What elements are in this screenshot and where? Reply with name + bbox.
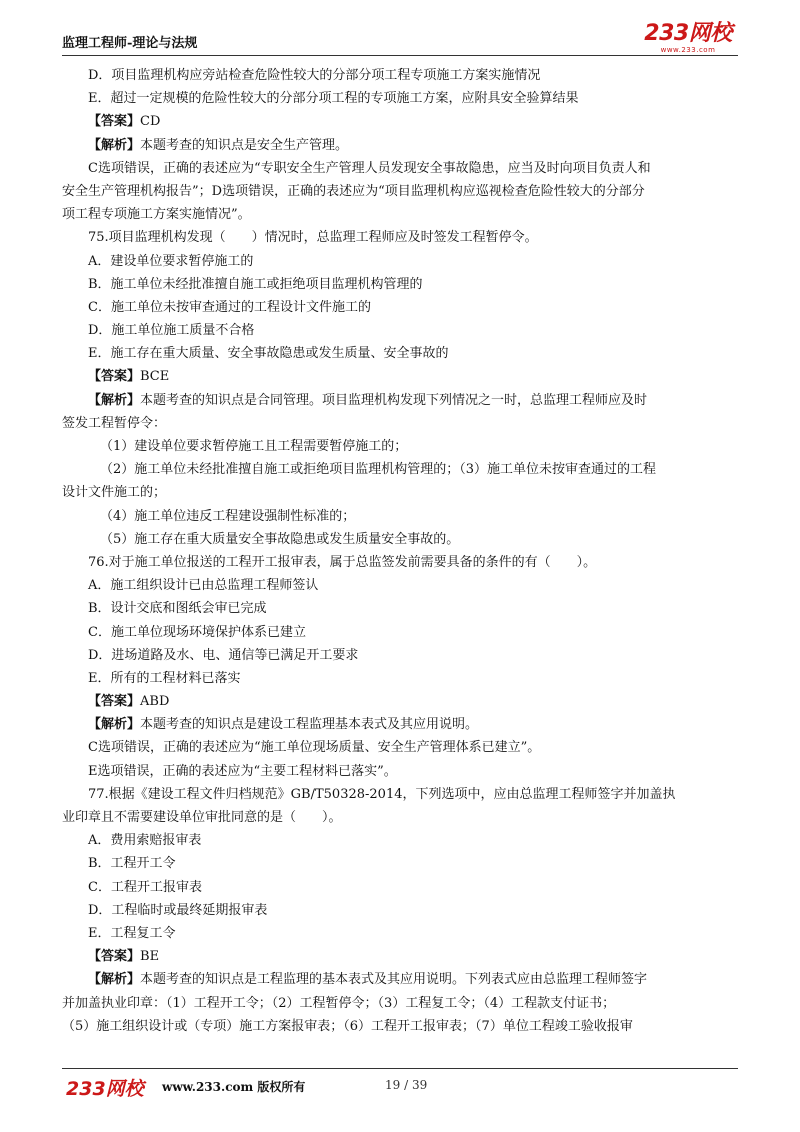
line-text: E．工程复工令: [88, 925, 176, 941]
text-line: [62, 64, 738, 87]
line-label: 【答案】: [88, 369, 141, 385]
text-line: [62, 134, 738, 157]
line-text: B．工程开工令: [88, 856, 176, 872]
line-text: C．工程开工报审表: [88, 879, 202, 895]
text-line: [62, 852, 738, 875]
text-line: [62, 736, 738, 759]
text-line: [62, 157, 738, 180]
line-text: （5）施工存在重大质量安全事故隐患或发生质量安全事故的。: [100, 531, 460, 547]
footer-copyright: www.233.com 版权所有: [162, 1080, 306, 1094]
text-line: [62, 899, 738, 922]
line-text: D．施工单位施工质量不合格: [88, 323, 255, 339]
text-line: [62, 551, 738, 574]
line-text: （1）建设单位要求暂停施工且工程需要暂停施工的；: [100, 439, 408, 454]
line-text: 安全生产管理机构报告”；D选项错误，正确的表述应为“项目监理机构应巡视检查危险性较大的分部分: [62, 183, 645, 199]
line-text: C选项错误，正确的表述应为“施工单位现场质量、安全生产管理体系已建立”。: [88, 740, 541, 756]
text-line: [62, 806, 738, 829]
text-line: [62, 319, 738, 342]
text-line: [62, 968, 738, 991]
text-line: [62, 876, 738, 899]
line-text: C．施工单位现场环境保护体系已建立: [88, 624, 306, 640]
line-text: ABD: [140, 694, 170, 710]
text-line: [62, 992, 738, 1015]
line-text: 本题考查的知识点是工程监理的基本表式及其应用说明。下列表式应由总监理工程师签字: [140, 972, 648, 988]
text-line: [62, 481, 738, 504]
text-line: [62, 528, 738, 551]
line-text: BCE: [140, 369, 170, 385]
text-line: [62, 621, 738, 644]
line-text: 项工程专项施工方案实施情况”。: [62, 207, 251, 223]
text-line: [62, 505, 738, 528]
line-text: 业印章且不需要建设单位审批同意的是（ ）。: [62, 810, 342, 825]
line-text: C选项错误，正确的表述应为“专职安全生产管理人员发现安全事故隐患，应当及时向项目负责人和: [88, 160, 651, 176]
line-text: 签发工程暂停令：: [62, 415, 167, 431]
line-text: 75.项目监理机构发现（ ）情况时，总监理工程师应及时签发工程暂停令。: [88, 230, 538, 246]
text-line: [62, 273, 738, 296]
line-text: D．工程临时或最终延期报审表: [88, 902, 268, 918]
line-label: 【解析】: [88, 137, 141, 153]
text-line: [62, 87, 738, 110]
line-label: 【答案】: [88, 694, 141, 710]
text-line: [62, 713, 738, 736]
text-line: [62, 458, 738, 481]
text-line: [62, 342, 738, 365]
line-text: CD: [140, 114, 161, 130]
brand-logo-url: www.233.com: [660, 46, 716, 54]
header-divider: [62, 55, 738, 56]
line-text: E．施工存在重大质量、安全事故隐患或发生质量、安全事故的: [88, 346, 449, 362]
page-number: 19 / 39: [385, 1078, 428, 1092]
text-line: [62, 412, 738, 435]
line-text: 76.对于施工单位报送的工程开工报审表，属于总监签发前需要具备的条件的有（ ）。: [88, 554, 597, 570]
text-line: [62, 226, 738, 249]
text-line: [62, 296, 738, 319]
document-body: [62, 64, 738, 1038]
text-line: [62, 389, 738, 412]
line-text: 并加盖执业印章：（1）工程开工令；（2）工程暂停令；（3）工程复工令；（4）工程款支付证书；: [62, 995, 616, 1011]
line-text: 本题考查的知识点是建设工程监理基本表式及其应用说明。: [140, 717, 479, 733]
text-line: [62, 435, 738, 458]
line-text: E．所有的工程材料已落实: [88, 670, 241, 686]
line-label: 【解析】: [88, 717, 141, 733]
line-label: 【解析】: [88, 972, 141, 988]
footer-divider: [62, 1068, 738, 1069]
line-text: （5）施工组织设计或（专项）施工方案报审表；（6）工程开工报审表；（7）单位工程竣工验收报审: [62, 1018, 633, 1034]
text-line: [62, 203, 738, 226]
text-line: [62, 829, 738, 852]
line-text: （2）施工单位未经批准擅自施工或拒绝项目监理机构管理的；（3）施工单位未按审查通过的工程: [100, 462, 657, 478]
line-text: 设计文件施工的；: [62, 485, 167, 501]
text-line: [62, 760, 738, 783]
text-line: [62, 783, 738, 806]
text-line: [62, 690, 738, 713]
line-text: BE: [140, 949, 160, 965]
line-text: B．施工单位未经批准擅自施工或拒绝项目监理机构管理的: [88, 276, 423, 292]
text-line: [62, 1015, 738, 1038]
line-text: 77.根据《建设工程文件归档规范》GB/T50328-2014，下列选项中，应由总监理工程师签字并加盖执: [88, 786, 676, 802]
line-text: B．设计交底和图纸会审已完成: [88, 601, 267, 617]
line-text: 本题考查的知识点是合同管理。项目监理机构发现下列情况之一时，总监理工程师应及时: [140, 392, 648, 408]
line-text: A．施工组织设计已由总监理工程师签认: [88, 578, 319, 594]
brand-logo: [638, 22, 738, 54]
text-line: [62, 667, 738, 690]
text-line: [62, 945, 738, 968]
text-line: [62, 110, 738, 133]
text-line: [62, 250, 738, 273]
line-text: 本题考查的知识点是安全生产管理。: [140, 137, 349, 153]
text-line: [62, 644, 738, 667]
line-label: 【答案】: [88, 114, 141, 130]
document-header-title: 监理工程师-理论与法规: [62, 36, 198, 51]
line-label: 【答案】: [88, 949, 141, 965]
text-line: [62, 574, 738, 597]
text-line: [62, 597, 738, 620]
text-line: [62, 365, 738, 388]
text-line: [62, 922, 738, 945]
line-text: A．费用索赔报审表: [88, 833, 202, 849]
line-label: 【解析】: [88, 392, 141, 408]
line-text: E．超过一定规模的危险性较大的分部分项工程的专项施工方案，应附具安全验算结果: [88, 91, 579, 107]
line-text: A．建设单位要求暂停施工的: [88, 253, 254, 269]
brand-logo-text: 233网校: [644, 21, 732, 46]
footer-logo: 233网校: [66, 1078, 144, 1100]
line-text: D．进场道路及水、电、通信等已满足开工要求: [88, 647, 359, 663]
line-text: C．施工单位未按审查通过的工程设计文件施工的: [88, 299, 371, 315]
line-text: （4）施工单位违反工程建设强制性标准的；: [100, 508, 356, 524]
line-text: D．项目监理机构应旁站检查危险性较大的分部分项工程专项施工方案实施情况: [88, 68, 541, 83]
text-line: [62, 180, 738, 203]
line-text: E选项错误，正确的表述应为“主要工程材料已落实”。: [88, 763, 397, 779]
